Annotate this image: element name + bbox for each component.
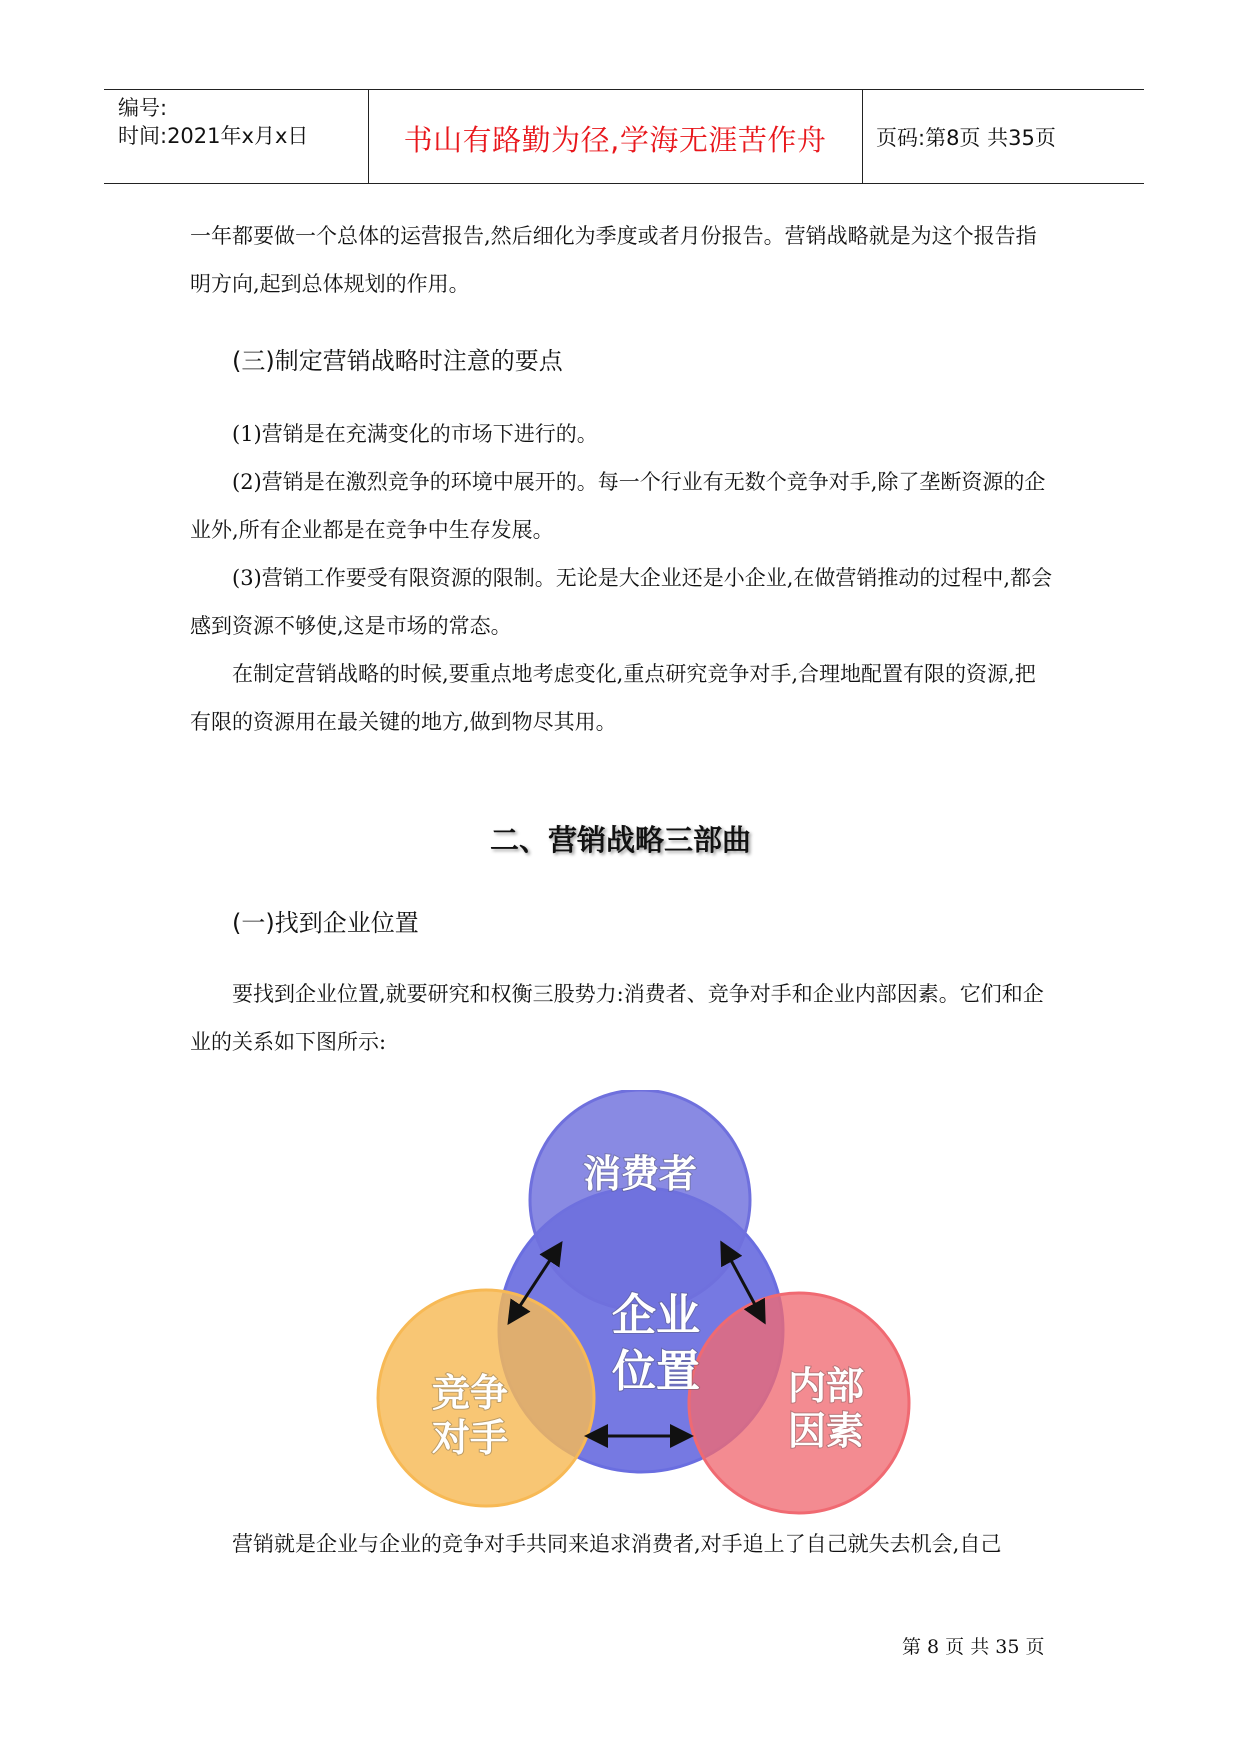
header-motto-cell xyxy=(368,90,863,183)
list-item-2-text: (2)营销是在激烈竞争的环境中展开的。每一个行业有无数个竞争对手,除了垄断资源的企业外,所有企业都是在竞争中生存发展。 xyxy=(190,470,1046,542)
header-motto: 书山有路勤为径,学海无涯苦作舟 xyxy=(403,123,827,157)
competitor-label-line1: 竞争 xyxy=(431,1371,509,1415)
header-page-number: 页码:第8页 共35页 xyxy=(876,126,1056,150)
internal-label-line2: 因素 xyxy=(787,1409,865,1453)
three-forces-diagram xyxy=(368,1090,928,1530)
paragraph-report-text: 一年都要做一个总体的运营报告,然后细化为季度或者月份报告。营销战略就是为这个报告指明方向,起到总体规划的作用。 xyxy=(190,224,1037,296)
list-item-1 xyxy=(190,410,1056,458)
paragraph-intro xyxy=(190,970,1056,1066)
paragraph-intro-text: 要找到企业位置,就要研究和权衡三股势力:消费者、竞争对手和企业内部因素。它们和企业的关系如下图所示: xyxy=(190,982,1044,1054)
list-item-3-text: (3)营销工作要受有限资源的限制。无论是大企业还是小企业,在做营销推动的过程中,都会感到资源不够使,这是市场的常态。 xyxy=(190,566,1053,638)
page-header xyxy=(104,89,1144,184)
page-footer: 第 8 页 共 35 页 xyxy=(902,1636,1045,1658)
list-item-2 xyxy=(190,458,1056,554)
competitor-label-line2: 对手 xyxy=(431,1416,509,1460)
list-item-1-text: (1)营销是在充满变化的市场下进行的。 xyxy=(232,422,598,446)
center-label-line1: 企业 xyxy=(612,1290,700,1341)
list-item-3 xyxy=(190,554,1056,650)
paragraph-conclusion xyxy=(190,650,1056,746)
section-heading-points: (三)制定营销战略时注意的要点 xyxy=(232,347,563,375)
consumer-label: 消费者 xyxy=(582,1152,698,1196)
header-info-cell xyxy=(104,90,369,183)
paragraph-conclusion-text: 在制定营销战略的时候,要重点地考虑变化,重点研究竞争对手,合理地配置有限的资源,把有限的资源用在最关键的地方,做到物尽其用。 xyxy=(190,662,1036,734)
document-time-label: 时间:2021年x月x日 xyxy=(118,124,309,148)
paragraph-bottom-text: 营销就是企业与企业的竞争对手共同来追求消费者,对手追上了自己就失去机会,自己 xyxy=(232,1532,1002,1556)
chapter-title: 二、营销战略三部曲 xyxy=(489,823,751,857)
subsection-heading-position: (一)找到企业位置 xyxy=(232,909,419,937)
paragraph-bottom xyxy=(190,1520,1056,1568)
internal-label-line1: 内部 xyxy=(787,1364,865,1408)
document-number-label: 编号: xyxy=(118,96,168,120)
paragraph-report xyxy=(190,212,1056,308)
center-label-line2: 位置 xyxy=(612,1346,700,1397)
consumer-circle xyxy=(530,1090,750,1310)
header-page-cell xyxy=(862,90,1144,183)
